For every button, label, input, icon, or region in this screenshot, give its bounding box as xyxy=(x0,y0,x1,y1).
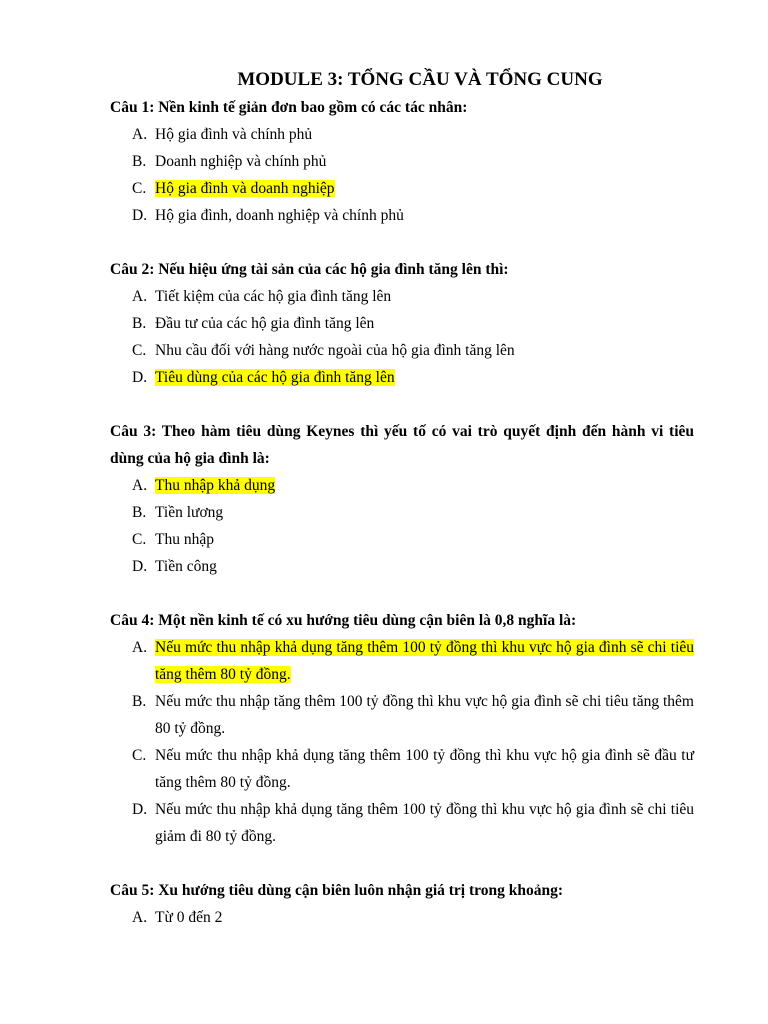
question-4 xyxy=(110,607,694,850)
option-letter: C. xyxy=(132,180,147,197)
option-d xyxy=(110,364,694,391)
option-letter: B. xyxy=(132,693,147,710)
option-text: Tiền lương xyxy=(155,504,224,521)
option-letter: A. xyxy=(132,288,148,305)
option-letter: C. xyxy=(132,342,147,359)
option-c xyxy=(110,526,694,553)
question-2 xyxy=(110,256,694,391)
highlighted-answer: Nếu mức thu nhập khả dụng tăng thêm 100 tỷ đồng thì khu vực hộ gia đình sẽ chi tiêu tăng thêm 80 tỷ đồng. xyxy=(155,639,694,683)
option-text: Nếu mức thu nhập khả dụng tăng thêm 100 tỷ đồng thì khu vực hộ gia đình sẽ chi tiêu giảm đi 80 tỷ đồng. xyxy=(155,801,694,845)
option-a xyxy=(110,634,694,688)
option-list xyxy=(110,283,694,391)
option-letter: D. xyxy=(132,207,148,224)
option-c xyxy=(110,742,694,796)
option-text: Tiền công xyxy=(155,558,217,575)
option-list xyxy=(110,472,694,580)
option-letter: C. xyxy=(132,747,147,764)
option-c xyxy=(110,337,694,364)
option-c xyxy=(110,175,694,202)
question-prompt: Câu 5: Xu hướng tiêu dùng cận biên luôn nhận giá trị trong khoảng: xyxy=(110,882,564,899)
option-text: Doanh nghiệp và chính phủ xyxy=(155,153,327,170)
option-letter: B. xyxy=(132,315,147,332)
option-text: Từ 0 đến 2 xyxy=(155,909,223,926)
question-1 xyxy=(110,94,694,229)
option-a xyxy=(110,904,694,931)
option-letter: C. xyxy=(132,531,147,548)
highlighted-answer: Tiêu dùng của các hộ gia đình tăng lên xyxy=(155,369,395,386)
option-letter: A. xyxy=(132,639,148,656)
option-list xyxy=(110,121,694,229)
option-text: Hộ gia đình, doanh nghiệp và chính phủ xyxy=(155,207,404,224)
highlighted-answer: Hộ gia đình và doanh nghiệp xyxy=(155,180,335,197)
option-text: Thu nhập xyxy=(155,531,214,548)
option-letter: A. xyxy=(132,126,148,143)
option-text: Nhu cầu đối với hàng nước ngoài của hộ gia đình tăng lên xyxy=(155,342,515,359)
option-text: Đầu tư của các hộ gia đình tăng lên xyxy=(155,315,375,332)
option-letter: B. xyxy=(132,153,147,170)
spacer xyxy=(110,391,694,418)
option-d xyxy=(110,796,694,850)
option-a xyxy=(110,283,694,310)
option-letter: D. xyxy=(132,801,148,818)
question-prompt: Câu 4: Một nền kinh tế có xu hướng tiêu dùng cận biên là 0,8 nghĩa là: xyxy=(110,612,577,629)
highlighted-answer: Thu nhập khả dụng xyxy=(155,477,276,494)
option-d xyxy=(110,202,694,229)
option-a xyxy=(110,472,694,499)
option-b xyxy=(110,688,694,742)
question-prompt: Câu 1: Nền kinh tế giản đơn bao gồm có các tác nhân: xyxy=(110,99,468,116)
option-text: Hộ gia đình và chính phủ xyxy=(155,126,313,143)
option-text: Tiết kiệm của các hộ gia đình tăng lên xyxy=(155,288,392,305)
question-3 xyxy=(110,418,694,580)
option-text: Nếu mức thu nhập khả dụng tăng thêm 100 tỷ đồng thì khu vực hộ gia đình sẽ đầu tư tăng thêm 80 tỷ đồng. xyxy=(155,747,694,791)
question-5 xyxy=(110,877,694,931)
document-title: MODULE 3: TỔNG CẦU VÀ TỔNG CUNG xyxy=(237,69,603,90)
option-list xyxy=(110,904,694,931)
spacer xyxy=(110,229,694,256)
option-b xyxy=(110,310,694,337)
option-b xyxy=(110,148,694,175)
option-text: Nếu mức thu nhập tăng thêm 100 tỷ đồng thì khu vực hộ gia đình sẽ chi tiêu tăng thêm 80 tỷ đồng. xyxy=(155,693,694,737)
option-d xyxy=(110,553,694,580)
option-letter: D. xyxy=(132,369,148,386)
option-letter: B. xyxy=(132,504,147,521)
question-prompt: Câu 2: Nếu hiệu ứng tài sản của các hộ gia đình tăng lên thì: xyxy=(110,261,509,278)
option-letter: A. xyxy=(132,909,148,926)
option-b xyxy=(110,499,694,526)
option-letter: A. xyxy=(132,477,148,494)
option-a xyxy=(110,121,694,148)
option-list xyxy=(110,634,694,850)
option-letter: D. xyxy=(132,558,148,575)
question-prompt: Câu 3: Theo hàm tiêu dùng Keynes thì yếu tố có vai trò quyết định đến hành vi tiêu dùng của hộ gia đình là: xyxy=(110,423,694,467)
spacer xyxy=(110,580,694,607)
spacer xyxy=(110,850,694,877)
